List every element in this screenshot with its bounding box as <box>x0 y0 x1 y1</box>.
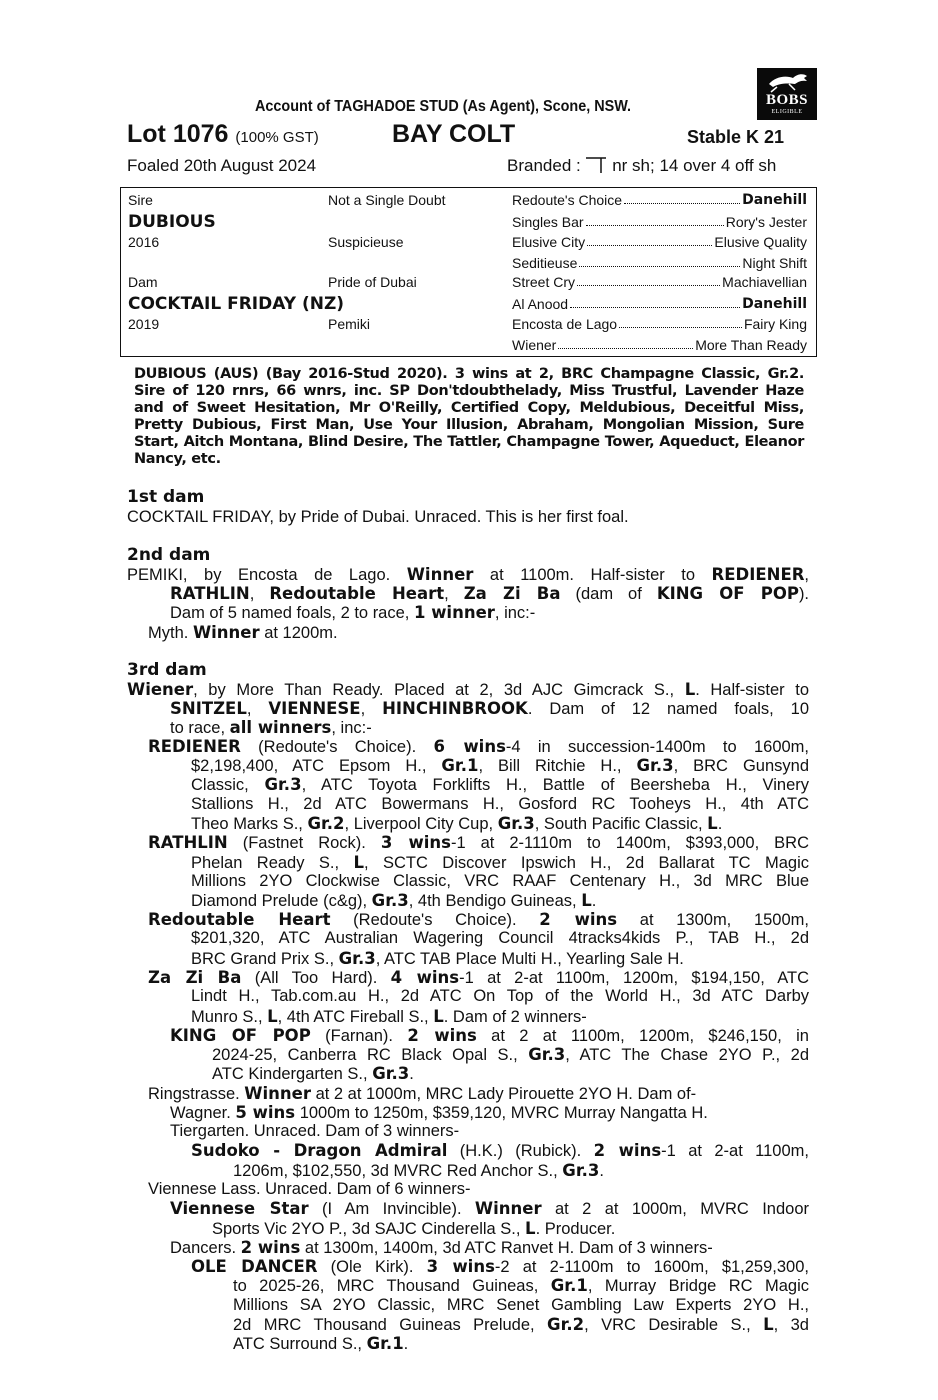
bold-run: Winner <box>244 1084 311 1103</box>
text-run: (Redoute's Choice). <box>240 738 434 756</box>
dot-leader <box>624 192 740 204</box>
bold-run: Winner <box>406 565 474 584</box>
ancestor-name: Singles Bar <box>512 214 584 230</box>
text-line <box>148 737 809 757</box>
bold-run: 2 wins <box>593 1141 662 1160</box>
text-run: , Bill Ritchie H., <box>478 757 637 775</box>
bold-run: Sudoko - Dragon Admiral <box>191 1141 448 1160</box>
text-run: Phelan Ready S., <box>191 854 354 872</box>
bold-run: Gr.3 <box>636 756 674 775</box>
text-run: $201,320, ATC Australian Wagering Council 4tracks4kids P., TAB H., 2d <box>191 929 809 947</box>
text-line <box>191 929 809 948</box>
dam-sire: Pride of Dubai <box>328 274 417 290</box>
bold-run: L <box>267 1007 278 1026</box>
text-line <box>127 565 809 585</box>
logo-text: BOBS <box>765 92 809 108</box>
text-run: (I Am Invincible). <box>308 1200 475 1218</box>
bold-run: L <box>433 1007 444 1026</box>
bold-run: Gr.3 <box>338 949 376 968</box>
text-run: , ATC TAB Place Multi H., Yearling Sale H. <box>375 950 684 968</box>
dam-year: 2019 <box>128 316 160 332</box>
fourth-gen-row <box>512 274 807 290</box>
ancestor-sire-name: Danehill <box>742 296 807 312</box>
text-run: , SCTC Discover Ipswich H., 2d Ballarat TC Magic <box>363 854 810 872</box>
text-line <box>191 1141 809 1161</box>
text-line <box>233 1315 809 1335</box>
ancestor-sire-name: Night Shift <box>742 255 807 271</box>
text-run: , <box>804 566 810 584</box>
text-run: 1000m to 1250m, $359,120, MVRC Murray Nangatta H. <box>295 1104 708 1122</box>
text-line <box>212 1064 414 1084</box>
dot-leader <box>586 214 724 226</box>
text-run: at 2 at 1000m, MRC Lady Pirouette 2YO H. Dam of- <box>310 1085 697 1103</box>
bold-run: L <box>707 814 718 833</box>
text-line <box>191 853 809 873</box>
text-run: 2d MRC Thousand Guineas Prelude, <box>233 1316 548 1334</box>
bold-run: L <box>581 891 592 910</box>
dot-leader <box>579 255 740 267</box>
bold-run: Gr.3 <box>528 1045 566 1064</box>
bold-run: L <box>353 853 364 872</box>
text-line <box>170 1199 809 1219</box>
text-run: -1 at 2-at 1100m, 1200m, $194,150, ATC <box>459 969 809 987</box>
ancestor-name: Al Anood <box>512 296 569 312</box>
text-run: 1206m, $102,550, 3d MVRC Red Anchor S., <box>233 1162 563 1180</box>
text-line <box>148 910 809 930</box>
text-run: to 2025-26, MRC Thousand Guineas, <box>233 1277 551 1295</box>
text-run: Stallions H., 2d ATC Bowermans H., Gosford RC Tooheys H., 4th ATC <box>191 795 809 813</box>
text-run: (Farnan). <box>310 1027 408 1045</box>
text-run: at 1300m, 1400m, 3d ATC Ranvet H. Dam of 3 winners- <box>300 1239 713 1257</box>
dam-name: COCKTAIL FRIDAY (NZ) <box>128 294 345 314</box>
text-run: . Dam of 12 named foals, 10 <box>527 700 810 718</box>
dot-leader <box>558 337 693 349</box>
text-run: Classic, <box>191 776 265 794</box>
bold-run: L <box>763 1315 774 1334</box>
text-run: 2024-25, Canberra RC Black Opal S., <box>212 1046 529 1064</box>
third-dam-heading: 3rd dam <box>127 660 207 680</box>
text-line <box>191 949 684 969</box>
text-line <box>148 1084 696 1104</box>
text-run: . Producer. <box>535 1220 616 1238</box>
ancestor-name: Redoute's Choice <box>512 192 623 208</box>
text-run: . Half-sister to <box>695 681 809 699</box>
ancestor-sire-name: Rory's Jester <box>725 214 807 230</box>
branded-info <box>507 156 776 176</box>
text-line <box>170 1103 708 1123</box>
bold-run: REDIENER <box>711 565 805 584</box>
text-run: (H.K.) (Rubick). <box>447 1142 594 1160</box>
text-run: , <box>249 585 270 603</box>
text-line <box>170 1238 713 1258</box>
text-run: ). <box>798 585 810 603</box>
text-run: Theo Marks S., <box>191 815 308 833</box>
bold-run: KING OF POP <box>170 1026 311 1045</box>
text-run: BRC Grand Prix S., <box>191 950 339 968</box>
bold-run: Viennese Star <box>170 1199 309 1218</box>
text-run: Dancers. <box>170 1239 241 1257</box>
lot-label: Lot 1076 <box>127 120 229 148</box>
sire-label: Sire <box>128 192 153 208</box>
bold-run: 3 wins <box>426 1257 495 1276</box>
bobs-horse-logo-icon <box>757 68 817 94</box>
bold-run: RATHLIN <box>170 584 250 603</box>
text-run: Millions SA 2YO Classic, MRC Senet Gambling Law Experts 2YO H., <box>233 1296 809 1314</box>
text-run: Lindt H., Tab.com.au H., 2d ATC On Top of the World H., 3d ATC Darby <box>191 987 809 1005</box>
bold-run: 2 wins <box>539 910 618 929</box>
text-run: , <box>246 700 269 718</box>
text-line <box>170 718 372 738</box>
text-line <box>191 872 809 891</box>
text-line <box>148 623 338 643</box>
text-run: , Liverpool City Cup, <box>344 815 498 833</box>
sire-dam: Suspicieuse <box>328 234 404 250</box>
bold-run: Gr.1 <box>366 1334 404 1353</box>
bold-run: Gr.2 <box>547 1315 585 1334</box>
sire-sire: Not a Single Doubt <box>328 192 446 208</box>
ancestor-sire-name: Fairy King <box>743 316 807 332</box>
fourth-gen-row <box>512 337 807 353</box>
text-run: Diamond Prelude (c&g), <box>191 892 372 910</box>
bold-run: Winner <box>192 623 260 642</box>
bold-run: Gr.3 <box>372 1064 410 1083</box>
bobs-eligible-logo <box>757 68 817 120</box>
text-run: (All Too Hard). <box>241 969 391 987</box>
text-run: , 4th Bendigo Guineas, <box>408 892 582 910</box>
bold-run: all winners <box>229 718 332 737</box>
text-line <box>170 699 809 719</box>
lot-number <box>127 120 319 149</box>
bold-run: Gr.3 <box>371 891 409 910</box>
ancestor-name: Seditieuse <box>512 255 578 271</box>
ancestor-name: Elusive City <box>512 234 586 250</box>
text-line <box>170 1026 809 1046</box>
text-run: , <box>360 700 383 718</box>
text-line <box>191 775 809 795</box>
stable-location: Stable K 21 <box>687 127 785 147</box>
text-run: , Murray Bridge RC Magic <box>587 1277 809 1295</box>
logo-subtext: ELIGIBLE <box>771 109 803 115</box>
bold-run: 2 wins <box>407 1026 477 1045</box>
bold-run: Gr.3 <box>497 814 535 833</box>
text-run: (Fastnet Rock). <box>227 834 381 852</box>
text-run: Wagner. <box>170 1104 236 1122</box>
dam-dam: Pemiki <box>328 316 371 332</box>
text-run: . <box>717 815 723 833</box>
colour-sex: BAY COLT <box>392 120 516 148</box>
bold-run: L <box>684 680 696 699</box>
text-line <box>191 756 809 776</box>
fourth-gen-row <box>512 214 807 230</box>
bold-run: Gr.3 <box>264 775 302 794</box>
text-run: -1 at 2-at 1100m, <box>661 1142 809 1160</box>
dot-leader <box>619 316 742 328</box>
bold-run: KING OF POP <box>656 584 799 603</box>
bold-run: Winner <box>474 1199 542 1218</box>
fourth-gen-row <box>512 316 807 332</box>
text-run: Sports Vic 2YO P., 3d SAJC Cinderella S., <box>212 1220 526 1238</box>
text-line <box>233 1296 809 1315</box>
text-run: , 3d <box>773 1316 809 1334</box>
text-run: PEMIKI, by Encosta de Lago. <box>127 566 407 584</box>
text-run: . <box>591 892 597 910</box>
text-line <box>148 1180 471 1199</box>
text-run: COCKTAIL FRIDAY, by Pride of Dubai. Unraced. This is her first foal. <box>127 508 629 526</box>
text-run: . Dam of 2 winners- <box>443 1008 587 1026</box>
text-run: (dam of <box>560 585 657 603</box>
text-line <box>212 1219 615 1239</box>
text-run: Ringstrasse. <box>148 1085 245 1103</box>
bold-run: REDIENER <box>148 737 241 756</box>
bold-run: 1 winner <box>413 603 495 622</box>
bold-run: 5 wins <box>235 1103 296 1122</box>
bold-run: Redoutable Heart <box>269 584 445 603</box>
text-line <box>148 968 809 988</box>
text-run: at 2 at 1100m, 1200m, $246,150, in <box>476 1027 809 1045</box>
ancestor-sire-name: Machiavellian <box>722 274 807 290</box>
fourth-gen-row <box>512 234 807 250</box>
text-line <box>233 1161 604 1181</box>
text-line <box>127 680 809 700</box>
text-run: , ATC Toyota Forklifts H., Battle of Beersheba H., Vinery <box>301 776 809 794</box>
fourth-gen-row <box>512 296 807 312</box>
branded-label: Branded : <box>507 156 581 175</box>
sire-year: 2016 <box>128 234 160 250</box>
text-line <box>191 987 809 1006</box>
text-run: , VRC Desirable S., <box>584 1316 764 1334</box>
text-line <box>233 1334 408 1354</box>
fourth-gen-row <box>512 255 807 271</box>
bold-run: Gr.3 <box>562 1161 600 1180</box>
bold-run: OLE DANCER <box>191 1257 318 1276</box>
text-run: at 2 at 1000m, MVRC Indoor <box>541 1200 809 1218</box>
foaled-date: Foaled 20th August 2024 <box>127 156 317 175</box>
text-run: -4 in succession-1400m to 1600m, <box>505 738 809 756</box>
text-line <box>191 795 809 814</box>
text-run: Myth. <box>148 624 193 642</box>
bold-run: Gr.2 <box>307 814 345 833</box>
text-run: , ATC The Chase 2YO P., 2d <box>565 1046 810 1064</box>
bold-run: Gr.1 <box>441 756 479 775</box>
text-run: at 1200m. <box>259 624 338 642</box>
bold-run: HINCHINBROOK <box>382 699 528 718</box>
ancestor-sire-name: Elusive Quality <box>714 234 807 250</box>
text-run: -1 at 2-1110m to 1400m, $393,000, BRC <box>450 834 809 852</box>
sire-summary: DUBIOUS (AUS) (Bay 2016-Stud 2020). 3 wins at 2, BRC Champagne Classic, Gr.2. Sire of 120 rnrs, 66 wnrs, inc. SP Don'tdoubthelady, Miss Trustful, Lavender Haze and of Sweet Hesitation, Mr O'Reilly, Certified Copy, Meldubious, Deceitful Miss, Pretty Dubious, First Man, Use Your Illusion, Abraham, Mongolian Mission, Sure Start, Aitch Montana, Blind Desire, The Tattler, Champagne Tower, Aqueduct, Eleanor Nancy, etc. <box>134 366 804 467</box>
bold-run: Za Zi Ba <box>148 968 242 987</box>
text-line <box>170 603 535 623</box>
text-run: , inc:- <box>494 604 536 622</box>
dam-label: Dam <box>128 274 158 290</box>
sire-name: DUBIOUS <box>128 212 216 232</box>
ancestor-name: Wiener <box>512 337 557 353</box>
text-run: Munro S., <box>191 1008 268 1026</box>
bold-run: VIENNESE <box>268 699 361 718</box>
text-line <box>233 1276 809 1296</box>
text-line <box>127 508 629 527</box>
text-run: , <box>444 585 464 603</box>
dot-leader <box>577 274 720 286</box>
text-line <box>170 584 809 604</box>
first-dam-heading: 1st dam <box>127 487 205 507</box>
text-line <box>191 1257 809 1277</box>
bold-run: Wiener <box>127 680 194 699</box>
ancestor-name: Street Cry <box>512 274 576 290</box>
ancestor-sire-name: Danehill <box>742 192 807 208</box>
bold-run: Redoutable Heart <box>148 910 331 929</box>
text-line <box>191 891 596 911</box>
text-run: . <box>409 1065 414 1083</box>
bold-run: L <box>525 1219 536 1238</box>
bold-run: Za Zi Ba <box>463 584 561 603</box>
text-line <box>170 1122 459 1141</box>
text-run: , South Pacific Classic, <box>534 815 708 833</box>
fourth-gen-row <box>512 192 807 208</box>
text-line <box>148 833 809 853</box>
gst-note: (100% GST) <box>235 129 319 146</box>
dot-leader <box>570 296 740 308</box>
text-run: $2,198,400, ATC Epsom H., <box>191 757 442 775</box>
text-run: (Redoute's Choice). <box>330 911 540 929</box>
text-run: , by More Than Ready. Placed at 2, 3d AJC Gimcrack S., <box>193 681 685 699</box>
text-run: , BRC Gunsynd <box>673 757 809 775</box>
account-line: Account of TAGHADOE STUD (As Agent), Scone, NSW. <box>255 98 632 115</box>
text-run: . <box>599 1162 604 1180</box>
second-dam-heading: 2nd dam <box>127 545 211 565</box>
bold-run: Gr.1 <box>550 1276 588 1295</box>
text-run: Dam of 5 named foals, 2 to race, <box>170 604 414 622</box>
text-run: Viennese Lass. Unraced. Dam of 6 winners- <box>148 1180 471 1198</box>
text-run: , inc:- <box>331 719 372 737</box>
branded-text: nr sh; 14 over 4 off sh <box>612 156 777 175</box>
bold-run: SNITZEL <box>170 699 247 718</box>
text-run: ATC Surround S., <box>233 1335 367 1353</box>
text-run: (Ole Kirk). <box>317 1258 427 1276</box>
text-run: at 1300m, 1500m, <box>617 911 809 929</box>
bold-run: 2 wins <box>240 1238 301 1257</box>
bold-run: 6 wins <box>433 737 506 756</box>
pedigree-table <box>120 187 817 357</box>
text-line <box>212 1045 809 1065</box>
text-line <box>191 1007 587 1027</box>
bold-run: 4 wins <box>390 968 460 987</box>
text-run: to race, <box>170 719 230 737</box>
text-run: -2 at 2-1100m to 1600m, $1,259,300, <box>494 1258 809 1276</box>
brand-mark-icon <box>585 156 607 174</box>
bold-run: 3 wins <box>380 833 451 852</box>
text-run: . <box>403 1335 409 1353</box>
text-run: Tiergarten. Unraced. Dam of 3 winners- <box>170 1122 460 1140</box>
ancestor-name: Encosta de Lago <box>512 316 618 332</box>
bold-run: RATHLIN <box>148 833 228 852</box>
text-run: Millions 2YO Clockwise Classic, VRC RAAF Centenary H., 3d MRC Blue <box>191 872 809 890</box>
text-run: , 4th ATC Fireball S., <box>277 1008 434 1026</box>
dot-leader <box>587 234 712 246</box>
text-run: at 1100m. Half-sister to <box>473 566 712 584</box>
text-line <box>191 814 722 834</box>
text-run: ATC Kindergarten S., <box>212 1065 373 1083</box>
ancestor-sire-name: More Than Ready <box>695 337 807 353</box>
